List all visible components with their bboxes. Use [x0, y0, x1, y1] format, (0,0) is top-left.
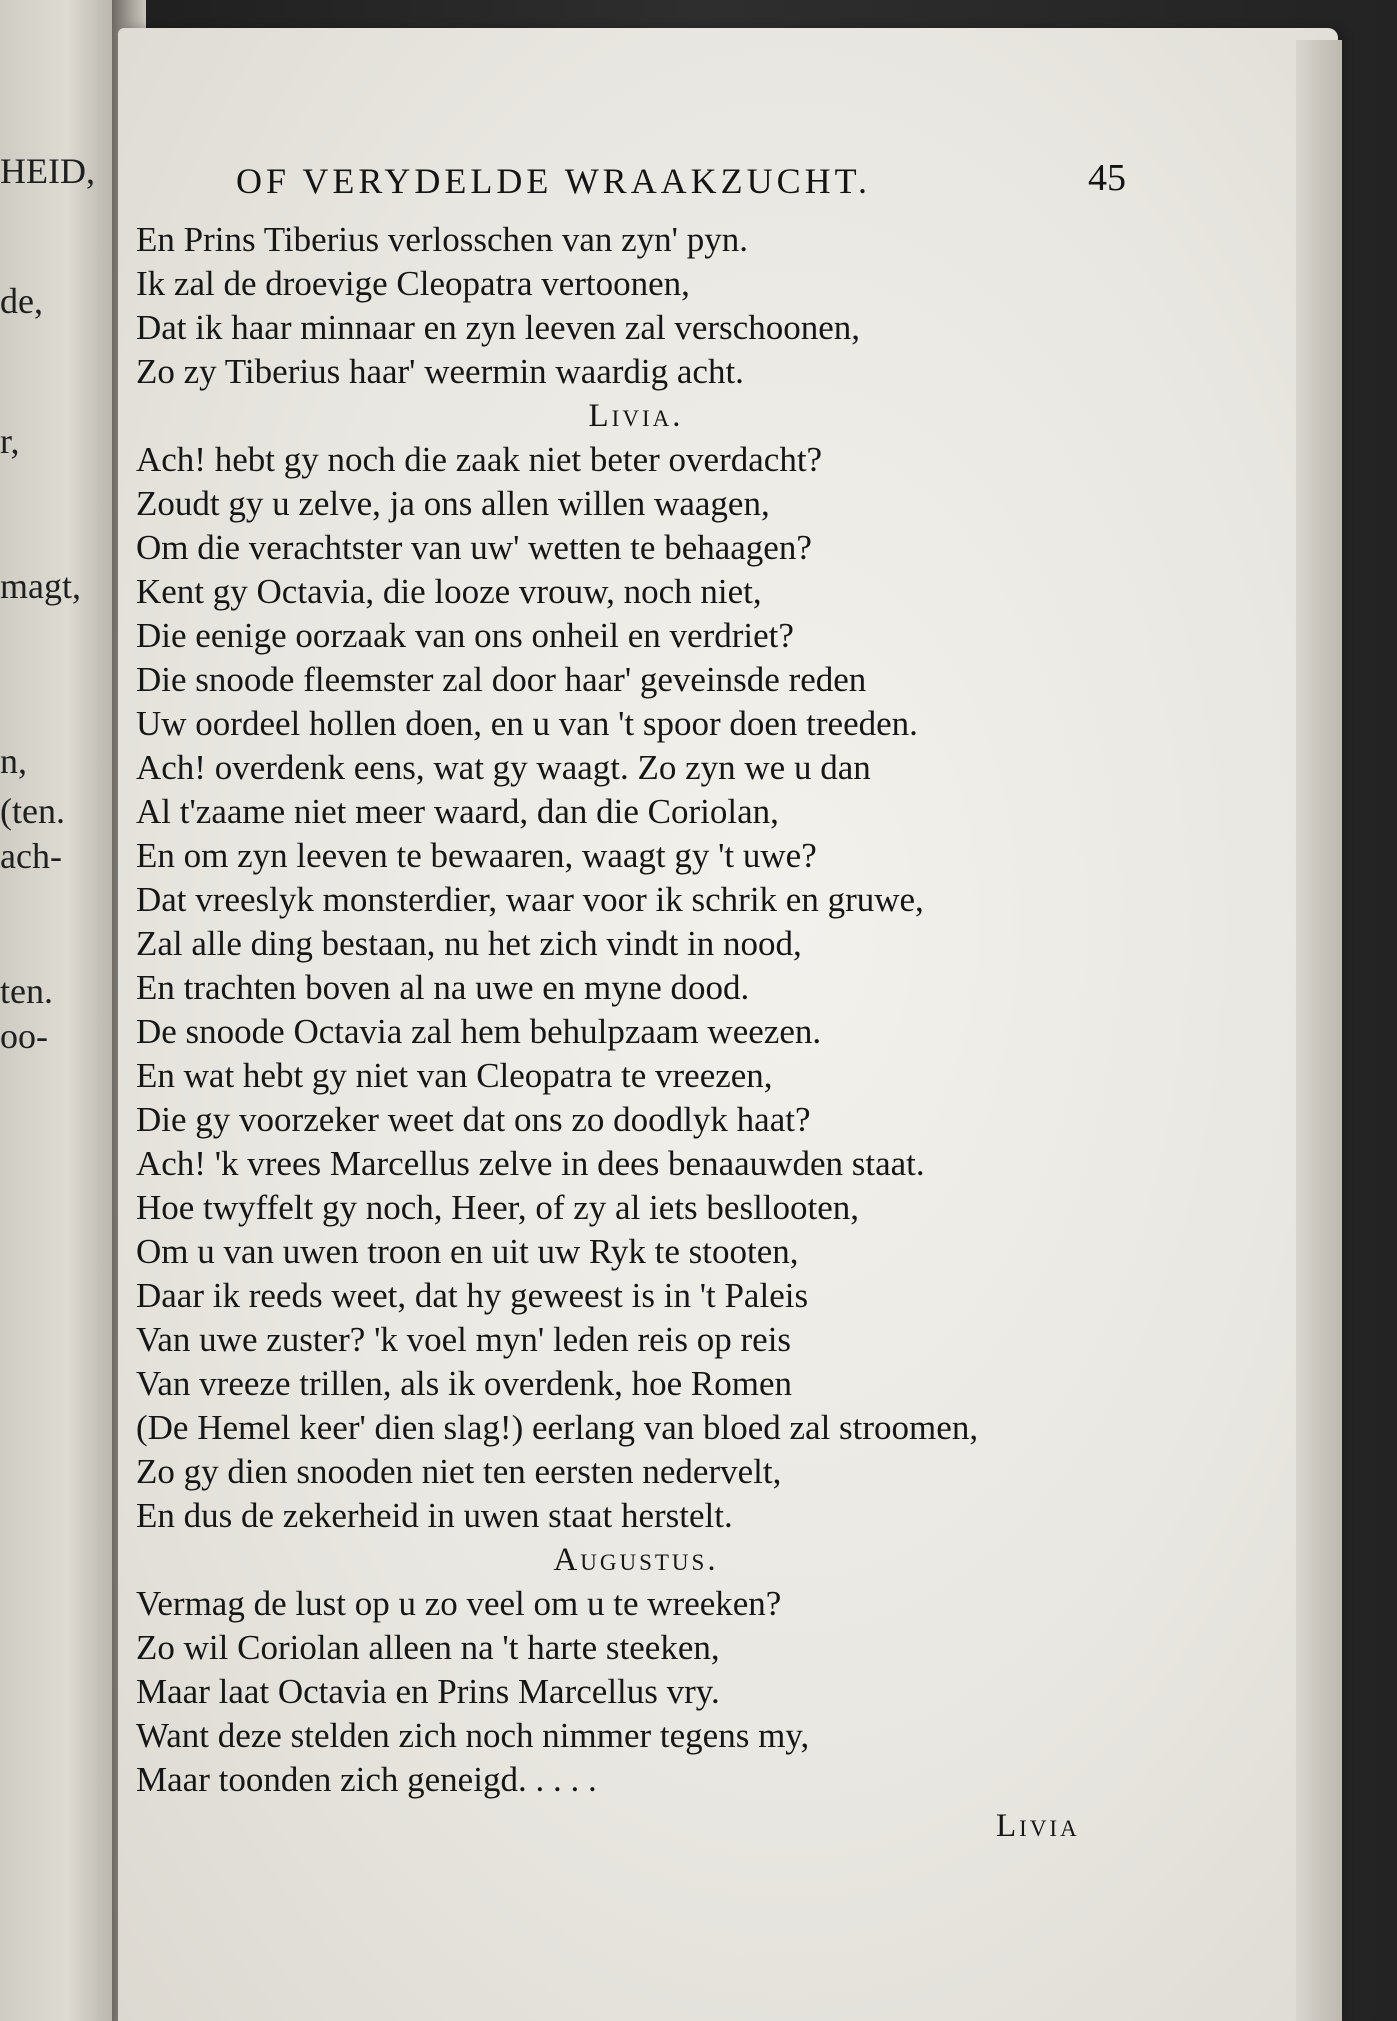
verse-line: Al t'zaame niet meer waard, dan die Coriolan, — [136, 792, 779, 831]
facing-page-fragment: de, — [0, 281, 43, 321]
page-edge — [1296, 40, 1342, 2021]
facing-page-fragment: magt, — [0, 566, 81, 606]
running-title: OF VERYDELDE WRAAKZUCHT. — [236, 161, 871, 201]
verse-line: En dus de zekerheid in uwen staat herstelt. — [136, 1496, 733, 1535]
verse-line: Vermag de lust op u zo veel om u te wreeken? — [136, 1584, 782, 1623]
verse-line: Ik zal de droevige Cleopatra vertoonen, — [136, 264, 690, 303]
verse-line: Dat ik haar minnaar en zyn leeven zal verschoonen, — [136, 308, 860, 347]
verse-line: Daar ik reeds weet, dat hy geweest is in 't Paleis — [136, 1276, 809, 1315]
verse-line: Ach! hebt gy noch die zaak niet beter overdacht? — [136, 440, 823, 479]
verse-line: Dat vreeslyk monsterdier, waar voor ik schrik en gruwe, — [136, 880, 924, 919]
verse-text — [136, 218, 1146, 1802]
facing-page-fragment: oo- — [0, 1016, 48, 1056]
verse-line: Hoe twyffelt gy noch, Heer, of zy al iets besllooten, — [136, 1188, 860, 1227]
verse-line: Zoudt gy u zelve, ja ons allen willen waagen, — [136, 484, 770, 523]
verse-line: Van uwe zuster? 'k voel myn' leden reis op reis — [136, 1320, 792, 1359]
speaker-heading: Augustus. — [553, 1542, 719, 1578]
verse-line: Zo wil Coriolan alleen na 't harte steeken, — [136, 1628, 720, 1667]
speaker-heading: Livia. — [588, 398, 684, 434]
verse-line: Van vreeze trillen, als ik overdenk, hoe Romen — [136, 1364, 793, 1403]
verse-line: Om die verachtster van uw' wetten te behaagen? — [136, 528, 812, 567]
facing-page-fragment: HEID, — [0, 151, 95, 191]
verse-line: Die snoode fleemster zal door haar' geveinsde reden — [136, 660, 867, 699]
verse-line: Ach! 'k vrees Marcellus zelve in dees benaauwden staat. — [136, 1144, 925, 1183]
facing-page-fragment: (ten. — [0, 791, 65, 831]
verse-line: En om zyn leeven te bewaaren, waagt gy 't uwe? — [136, 836, 817, 875]
facing-page-fragment: n, — [0, 741, 27, 781]
facing-page-fragment: ten. — [0, 971, 53, 1011]
verse-line: En Prins Tiberius verlosschen van zyn' pyn. — [136, 220, 748, 259]
facing-page — [0, 0, 115, 2021]
facing-page-fragment: r, — [0, 421, 20, 461]
verse-line: Die gy voorzeker weet dat ons zo doodlyk haat? — [136, 1100, 811, 1139]
verse-line: Want deze stelden zich noch nimmer tegens my, — [136, 1716, 810, 1755]
verse-line: Maar laat Octavia en Prins Marcellus vry. — [136, 1672, 720, 1711]
verse-line: Om u van uwen troon en uit uw Ryk te stooten, — [136, 1232, 799, 1271]
page-header — [236, 157, 1136, 210]
verse-line: Zal alle ding bestaan, nu het zich vindt in nood, — [136, 924, 802, 963]
verse-line: De snoode Octavia zal hem behulpzaam weezen. — [136, 1012, 822, 1051]
verse-line: Uw oordeel hollen doen, en u van 't spoor doen treeden. — [136, 704, 918, 743]
verse-line: Maar toonden zich geneigd. . . . . — [136, 1760, 597, 1799]
verse-line: Kent gy Octavia, die looze vrouw, noch niet, — [136, 572, 762, 611]
verse-line: Zo gy dien snooden niet ten eersten nedervelt, — [136, 1452, 782, 1491]
verse-line: En wat hebt gy niet van Cleopatra te vreezen, — [136, 1056, 773, 1095]
verse-line: Ach! overdenk eens, wat gy waagt. Zo zyn we u dan — [136, 748, 871, 787]
facing-page-fragment: ach- — [0, 836, 62, 876]
verse-line: (De Hemel keer' dien slag!) eerlang van bloed zal stroomen, — [136, 1408, 979, 1447]
catchword: Livia — [996, 1808, 1080, 1844]
verse-line: Die eenige oorzaak van ons onheil en verdriet? — [136, 616, 794, 655]
verse-line: Zo zy Tiberius haar' weermin waardig acht. — [136, 352, 744, 391]
verse-line: En trachten boven al na uwe en myne dood. — [136, 968, 750, 1007]
page-number: 45 — [1088, 157, 1126, 199]
